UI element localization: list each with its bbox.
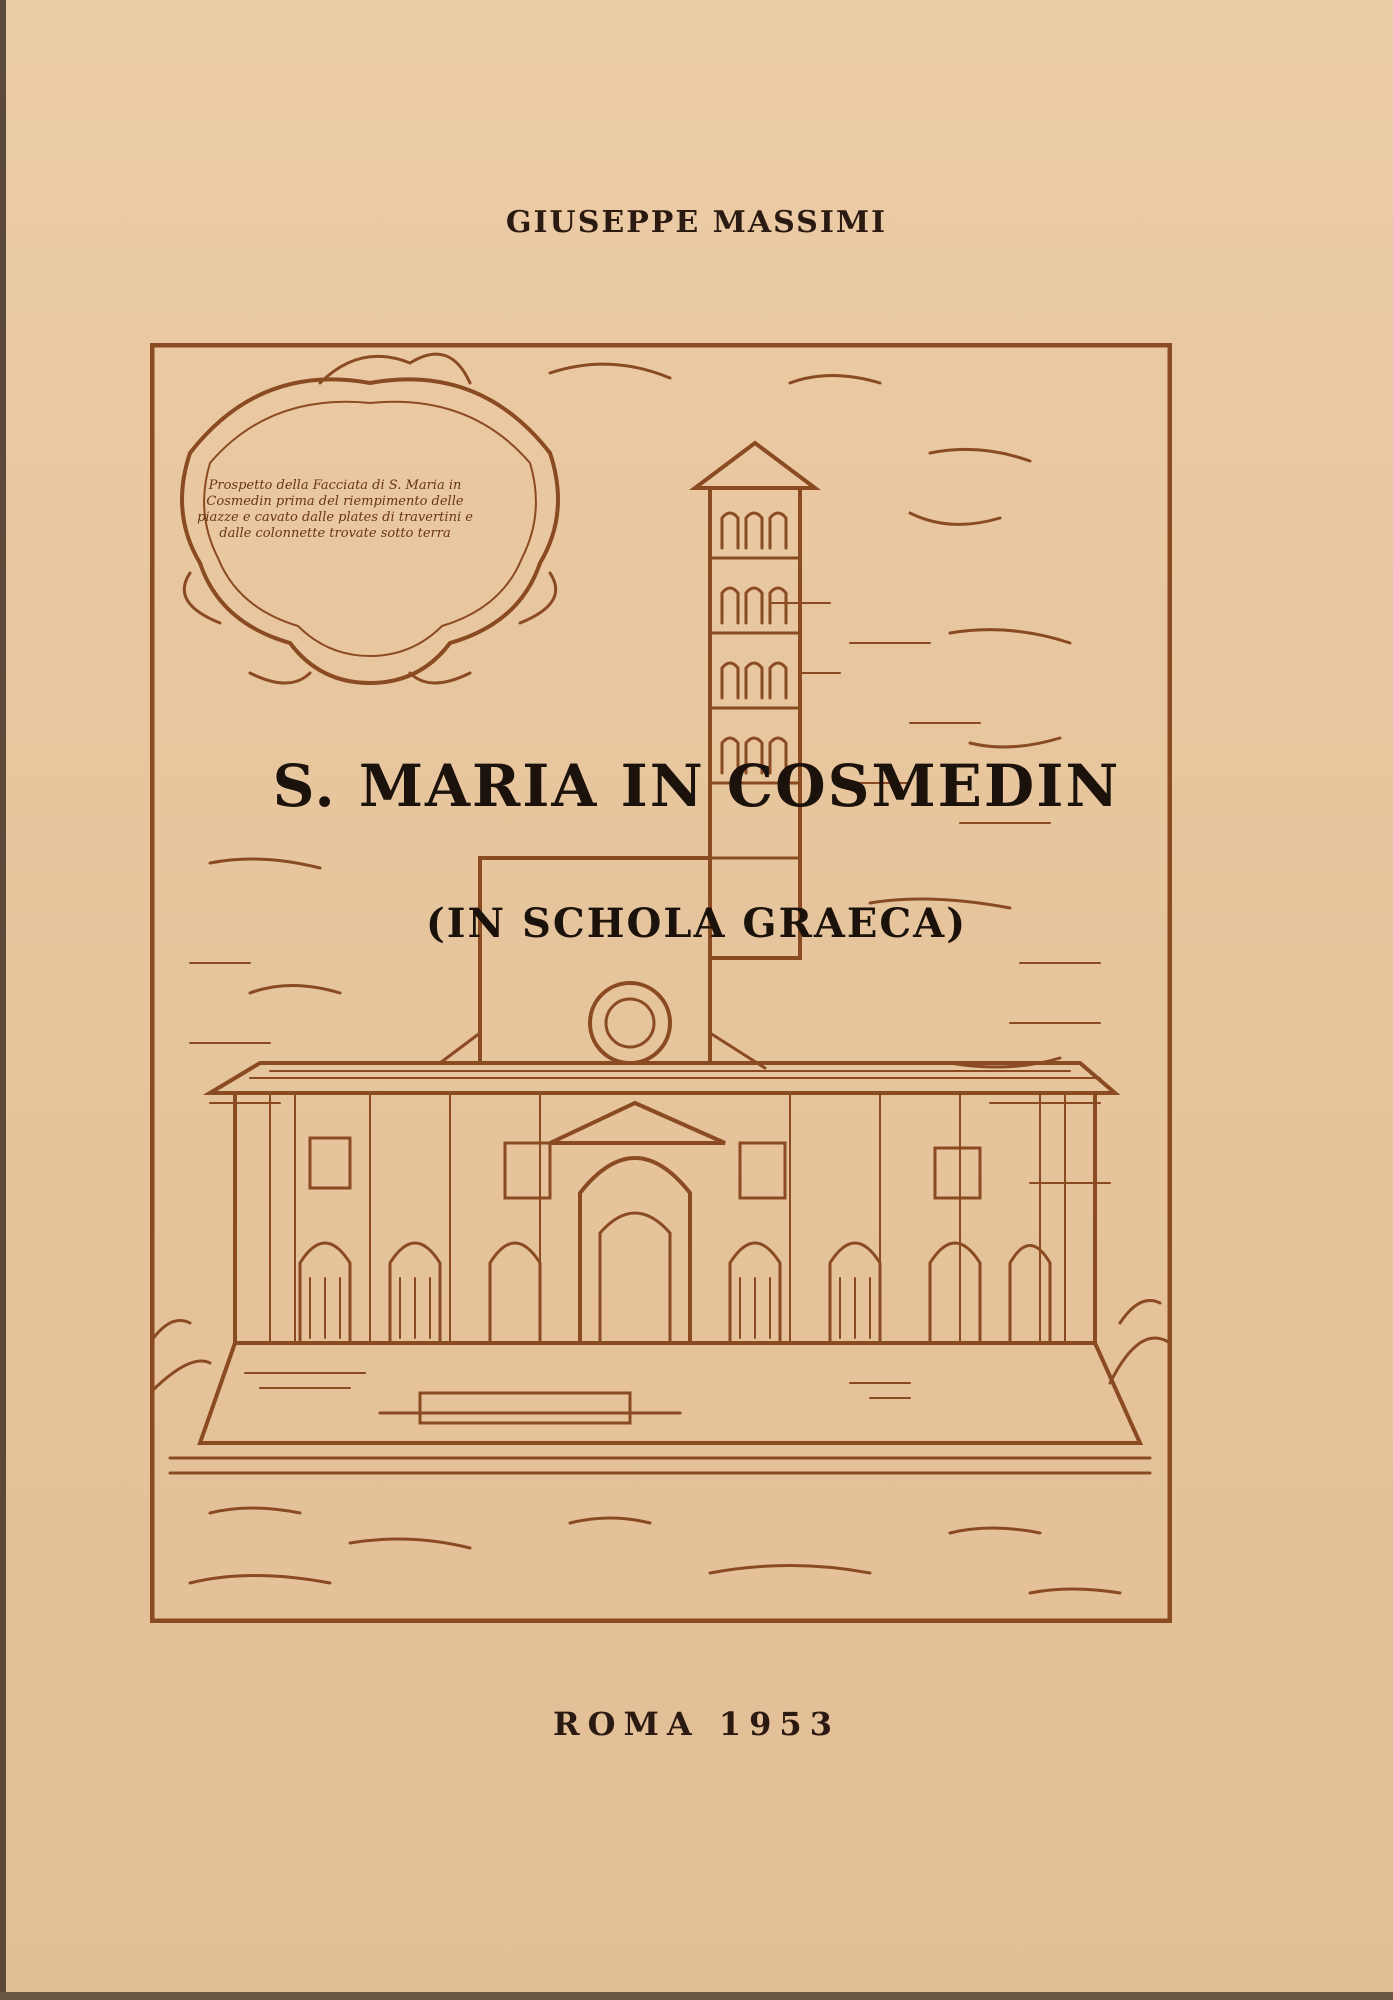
book-title: S. MARIA IN COSMEDIN [272, 752, 1121, 820]
publication-imprint: ROMA 1953 [553, 1705, 840, 1743]
author-name: GIUSEPPE MASSIMI [505, 205, 888, 240]
book-subtitle: (IN SCHOLA GRAECA) [425, 900, 968, 947]
cartouche-inscription: Prospetto della Facciata di S. Maria in Cosmedin prima del riempimento delle piazze e cavato dalle plates di travertini e dalle colonnette trovate sotto terra [197, 478, 473, 541]
cover-edge-left [0, 0, 6, 2000]
cover-edge-bottom [0, 1992, 1393, 2000]
